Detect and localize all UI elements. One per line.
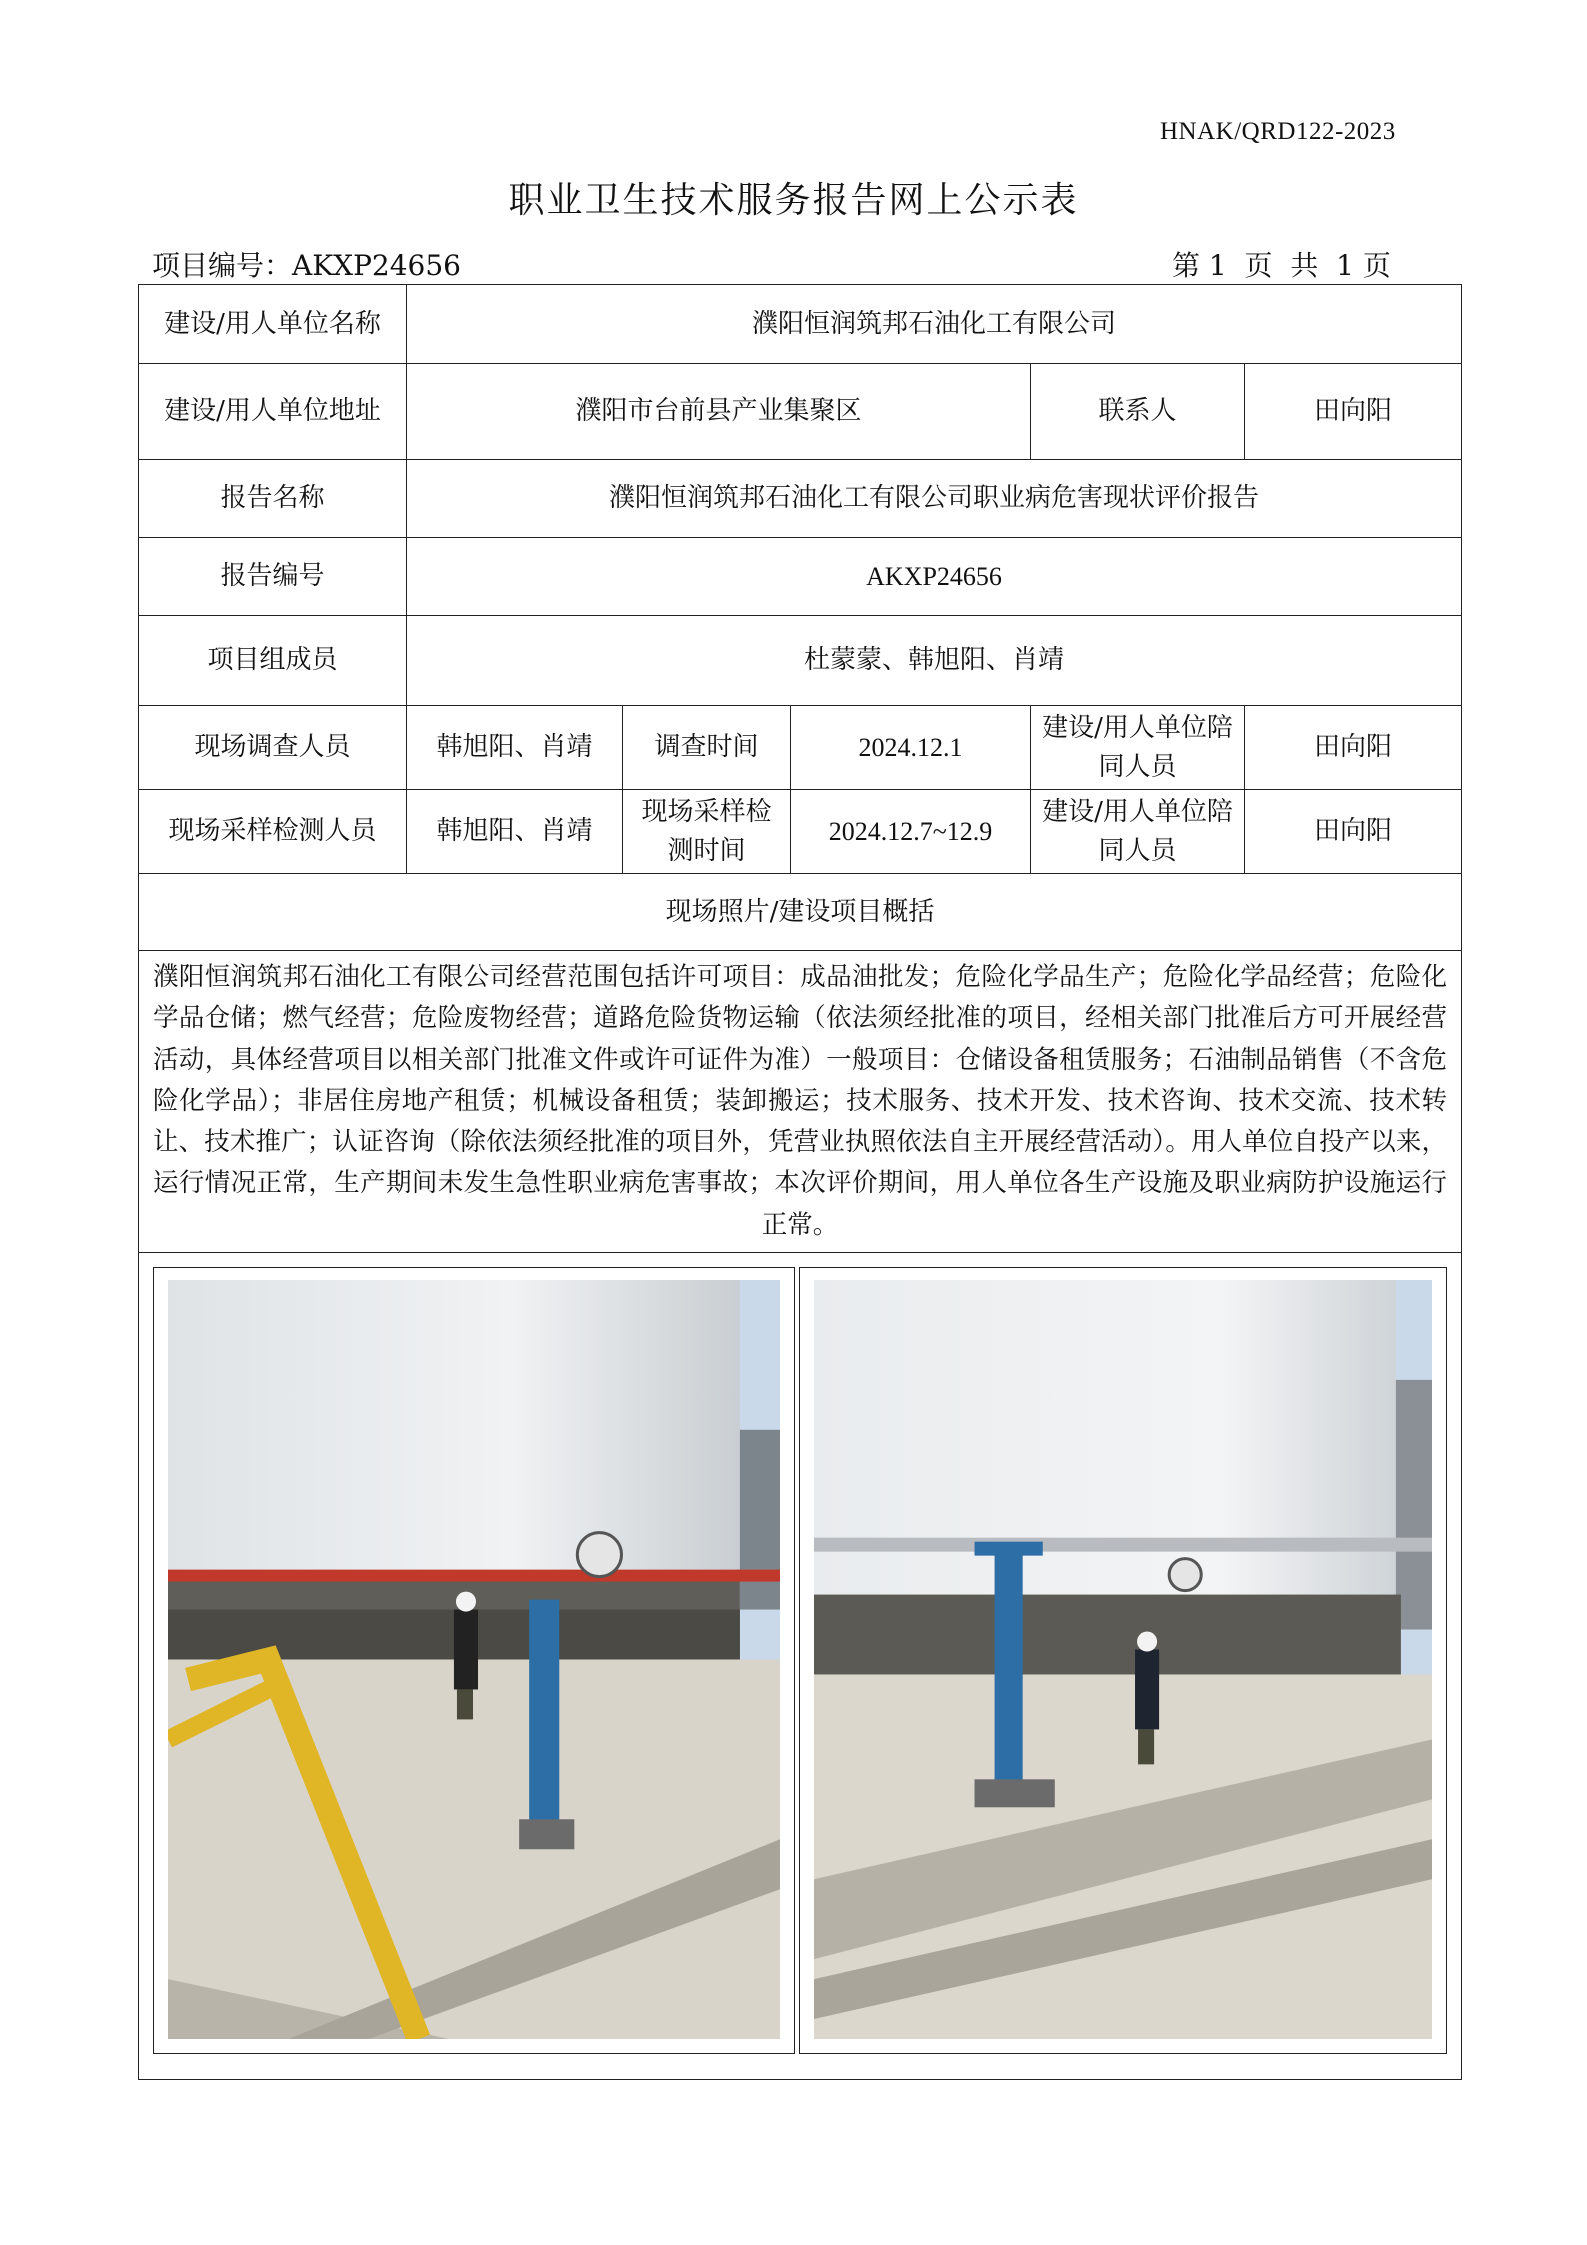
sampling-staff-value: 韩旭阳、肖靖 <box>407 790 623 874</box>
document-title: 职业卫生技术服务报告网上公示表 <box>508 180 1079 221</box>
sampling-time-value: 2024.12.7~12.9 <box>791 790 1031 874</box>
project-number-label: 项目编号： <box>152 249 293 282</box>
info-table <box>138 284 1462 2080</box>
contact-label: 联系人 <box>1031 364 1245 460</box>
survey-staff-label: 现场调查人员 <box>139 706 407 790</box>
project-number <box>152 244 461 284</box>
survey-time-value: 2024.12.1 <box>791 706 1031 790</box>
survey-time-label: 调查时间 <box>623 706 791 790</box>
accompany-value-2: 田向阳 <box>1245 790 1462 874</box>
contact-value: 田向阳 <box>1245 364 1462 460</box>
photos-row <box>139 1253 1462 2080</box>
site-photo-1 <box>168 1280 780 2039</box>
page-info: 第 1 页 共 1 页 <box>1172 249 1391 282</box>
accompany-label-1: 建设/用人单位陪同人员 <box>1031 706 1245 790</box>
unit-name-value: 濮阳恒润筑邦石油化工有限公司 <box>407 285 1462 364</box>
photo-frame-left <box>153 1267 795 2054</box>
accompany-value-1: 田向阳 <box>1245 706 1462 790</box>
unit-name-label: 建设/用人单位名称 <box>139 285 407 364</box>
members-label: 项目组成员 <box>139 616 407 706</box>
survey-staff-value: 韩旭阳、肖靖 <box>407 706 623 790</box>
site-photo-2 <box>814 1280 1432 2039</box>
members-value: 杜蒙蒙、韩旭阳、肖靖 <box>407 616 1462 706</box>
photo-frame-right <box>799 1267 1447 2054</box>
report-name-value: 濮阳恒润筑邦石油化工有限公司职业病危害现状评价报告 <box>407 460 1462 538</box>
sampling-time-label: 现场采样检测时间 <box>623 790 791 874</box>
report-number-value: AKXP24656 <box>407 538 1462 616</box>
project-number-value: AKXP24656 <box>292 249 461 282</box>
photos-header: 现场照片/建设项目概括 <box>139 874 1462 951</box>
project-description: 濮阳恒润筑邦石油化工有限公司经营范围包括许可项目：成品油批发；危险化学品生产；危险化学品经营；危险化学品仓储；燃气经营；危险废物经营；道路危险货物运输（依法须经批准的项目，经相关部门批准后方可开展经营活动，具体经营项目以相关部门批准文件或许可证件为准）一般项目：仓储设备租赁服务；石油制品销售（不含危险化学品）；非居住房地产租赁；机械设备租赁；装卸搬运；技术服务、技术开发、技术咨询、技术交流、技术转让、技术推广；认证咨询（除依法须经批准的项目外，凭营业执照依法自主开展经营活动）。用人单位自投产以来，运行情况正常，生产期间未发生急性职业病危害事故；本次评价期间，用人单位各生产设施及职业病防护设施运行正常。 <box>139 951 1462 1253</box>
document-code: HNAK/QRD122-2023 <box>1160 118 1396 145</box>
report-name-label: 报告名称 <box>139 460 407 538</box>
report-number-label: 报告编号 <box>139 538 407 616</box>
accompany-label-2: 建设/用人单位陪同人员 <box>1031 790 1245 874</box>
sampling-staff-label: 现场采样检测人员 <box>139 790 407 874</box>
address-label: 建设/用人单位地址 <box>139 364 407 460</box>
address-value: 濮阳市台前县产业集聚区 <box>407 364 1031 460</box>
